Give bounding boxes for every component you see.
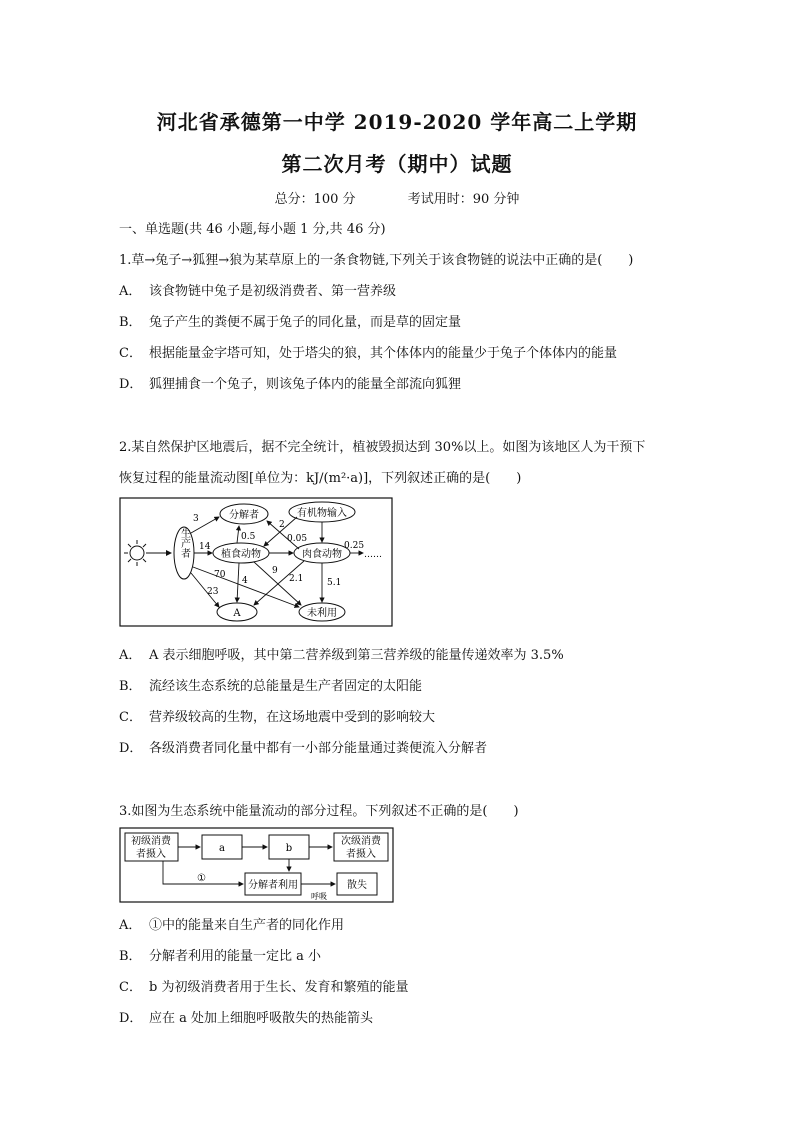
label-2: 2 bbox=[279, 520, 285, 530]
decomposer-node: 分解者 bbox=[229, 510, 259, 521]
section-heading: 一、单选题(共 46 小题,每小题 1 分,共 46 分) bbox=[119, 222, 386, 237]
q3-option-d: D． 应在 a 处加上细胞呼吸散失的热能箭头 bbox=[119, 1011, 374, 1026]
unused-node: 未利用 bbox=[307, 608, 337, 619]
exam-time: 考试用时：90 分钟 bbox=[407, 192, 520, 207]
q2-option-d: D． 各级消费者同化量中都有一小部分能量通过粪便流入分解者 bbox=[119, 741, 488, 756]
label-5-1: 5.1 bbox=[327, 578, 342, 588]
label-0-05: 0.05 bbox=[287, 534, 308, 544]
label-0-5: 0.5 bbox=[241, 532, 256, 542]
total-score: 总分：100 分 bbox=[274, 192, 356, 207]
box-a: a bbox=[219, 843, 225, 854]
energy-process-diagram bbox=[119, 827, 394, 903]
page-title: 河北省承德第一中学 2019-2020 学年高二上学期 bbox=[156, 110, 638, 134]
label-4: 4 bbox=[242, 576, 248, 586]
label-more: …… bbox=[364, 550, 382, 560]
q2-option-b: B． 流经该生态系统的总能量是生产者固定的太阳能 bbox=[119, 679, 423, 694]
q2-option-a: A． A 表示细胞呼吸，其中第二营养级到第三营养级的能量传递效率为 3.5% bbox=[119, 648, 564, 663]
label-70: 70 bbox=[214, 570, 226, 580]
carnivore-node: 肉食动物 bbox=[302, 549, 342, 560]
energy-flow-diagram bbox=[119, 497, 393, 627]
q2-option-c: C． 营养级较高的生物，在这场地震中受到的影响较大 bbox=[119, 710, 436, 725]
respiration-label: 呼吸 bbox=[311, 892, 327, 901]
label-23: 23 bbox=[207, 587, 219, 597]
herbivore-node: 植食动物 bbox=[221, 549, 261, 560]
primary-intake-line2: 者摄入 bbox=[136, 849, 166, 860]
box-b: b bbox=[285, 843, 293, 854]
a-node: A bbox=[233, 608, 241, 619]
exam-meta bbox=[0, 188, 794, 207]
label-2-1: 2.1 bbox=[289, 574, 304, 584]
label-0-25: 0.25 bbox=[344, 541, 365, 551]
label-14: 14 bbox=[199, 542, 211, 552]
secondary-intake-line1: 次级消费 bbox=[341, 836, 381, 847]
q1-stem: 1.草→兔子→狐狸→狼为某草原上的一条食物链,下列关于该食物链的说法中正确的是( ) bbox=[119, 253, 634, 268]
q2-stem-line2: 恢复过程的能量流动图[单位为：kJ/(m²·a)]，下列叙述正确的是( ) bbox=[119, 471, 522, 486]
producer-node: 生产者 bbox=[178, 528, 190, 558]
decomposer-use-box: 分解者利用 bbox=[248, 880, 298, 891]
q1-option-b: B． 兔子产生的粪便不属于兔子的同化量，而是草的固定量 bbox=[119, 315, 462, 330]
dissipate-box: 散失 bbox=[347, 880, 367, 891]
page-subtitle: 第二次月考（期中）试题 bbox=[281, 152, 513, 176]
q1-option-a: A． 该食物链中兔子是初级消费者、第一营养级 bbox=[119, 284, 397, 299]
q2-stem-line1: 2.某自然保护区地震后，据不完全统计，植被毁损达到 30%以上。如图为该地区人为干预下 bbox=[119, 440, 646, 455]
label-9: 9 bbox=[272, 566, 278, 576]
q1-option-d: D． 狐狸捕食一个兔子，则该兔子体内的能量全部流向狐狸 bbox=[119, 377, 462, 392]
primary-intake-line1: 初级消费 bbox=[131, 836, 171, 847]
q3-option-b: B． 分解者利用的能量一定比 a 小 bbox=[119, 949, 322, 964]
circle-one-label: ① bbox=[197, 873, 206, 884]
q3-option-a: A． ①中的能量来自生产者的同化作用 bbox=[119, 918, 345, 933]
q3-stem: 3.如图为生态系统中能量流动的部分过程。下列叙述不正确的是( ) bbox=[119, 804, 519, 819]
label-3: 3 bbox=[193, 514, 199, 524]
q1-option-c: C． 根据能量金字塔可知，处于塔尖的狼，其个体体内的能量少于兔子个体体内的能量 bbox=[119, 346, 618, 361]
organic-input-node: 有机物输入 bbox=[297, 508, 347, 519]
q3-option-c: C． b 为初级消费者用于生长、发育和繁殖的能量 bbox=[119, 980, 409, 995]
secondary-intake-line2: 者摄入 bbox=[346, 849, 376, 860]
